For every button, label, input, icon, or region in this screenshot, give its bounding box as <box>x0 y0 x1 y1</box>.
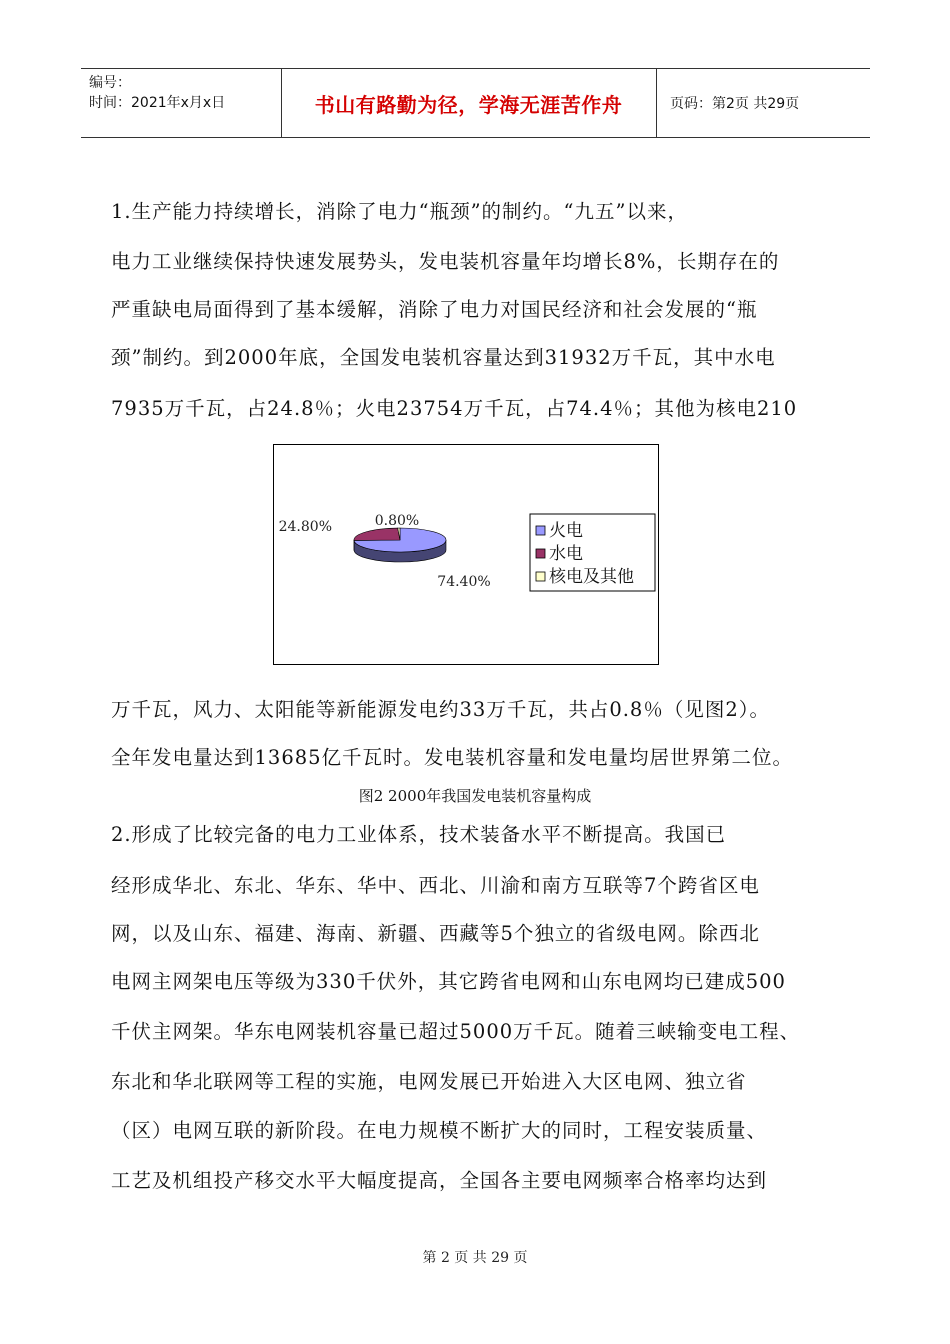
legend-swatch <box>536 526 545 535</box>
paragraph-line: 2.形成了比较完备的电力工业体系，技术装备水平不断提高。我国已 <box>111 823 727 846</box>
legend-label: 火电 <box>549 521 583 541</box>
page-header <box>81 68 870 138</box>
paragraph-line: 经形成华北、东北、华东、华中、西北、川渝和南方互联等7个跨省区电 <box>111 874 760 897</box>
paragraph-line: 东北和华北联网等工程的实施，电网发展已开始进入大区电网、独立省 <box>111 1070 747 1093</box>
paragraph-line: 工艺及机组投产移交水平大幅度提高，全国各主要电网频率合格率均达到 <box>111 1169 768 1192</box>
pie-chart <box>274 445 658 664</box>
page-footer: 第 2 页 共 29 页 <box>422 1250 528 1266</box>
legend-swatch <box>536 572 545 581</box>
pie-data-label: 24.80% <box>278 519 332 535</box>
figure-caption: 图2 2000年我国发电装机容量构成 <box>358 787 592 805</box>
number-label: 编号： <box>89 75 131 91</box>
paragraph-line: 电力工业继续保持快速发展势头，发电装机容量年均增长8%，长期存在的 <box>111 250 780 273</box>
pie-chart-frame <box>273 444 659 665</box>
paragraph-line: 7935万千瓦，占24.8％；火电23754万千瓦，占74.4％；其他为核电210 <box>111 397 798 420</box>
header-divider <box>656 69 657 137</box>
legend-label: 水电 <box>549 544 583 564</box>
legend-label: 核电及其他 <box>549 567 634 587</box>
time-label: 时间：2021年x月x日 <box>89 95 226 111</box>
paragraph-line: 颈”制约。到2000年底，全国发电装机容量达到31932万千瓦，其中水电 <box>111 346 776 369</box>
paragraph-line: 网，以及山东、福建、海南、新疆、西藏等5个独立的省级电网。除西北 <box>111 922 760 945</box>
paragraph-line: 严重缺电局面得到了基本缓解，消除了电力对国民经济和社会发展的“瓶 <box>111 298 758 321</box>
pie-data-label: 74.40% <box>437 574 491 590</box>
paragraph-line: 全年发电量达到13685亿千瓦时。发电装机容量和发电量均居世界第二位。 <box>111 746 794 769</box>
header-motto: 书山有路勤为径，学海无涯苦作舟 <box>314 92 623 117</box>
paragraph-line: 1.生产能力持续增长，消除了电力“瓶颈”的制约。“九五”以来， <box>111 200 688 223</box>
header-page-info: 页码：第2页 共29页 <box>670 96 800 112</box>
paragraph-line: （区）电网互联的新阶段。在电力规模不断扩大的同时，工程安装质量、 <box>111 1119 768 1142</box>
pie-slice-水电 <box>354 528 400 540</box>
pie-data-label: 0.80% <box>374 513 420 529</box>
header-meta <box>89 73 225 113</box>
legend-swatch <box>536 549 545 558</box>
paragraph-line: 万千瓦，风力、太阳能等新能源发电约33万千瓦，共占0.8％（见图2）。 <box>111 698 770 721</box>
paragraph-line: 电网主网架电压等级为330千伏外，其它跨省电网和山东电网均已建成500 <box>111 970 786 993</box>
paragraph-line: 千伏主网架。华东电网装机容量已超过5000万千瓦。随着三峡输变电工程、 <box>111 1020 801 1043</box>
